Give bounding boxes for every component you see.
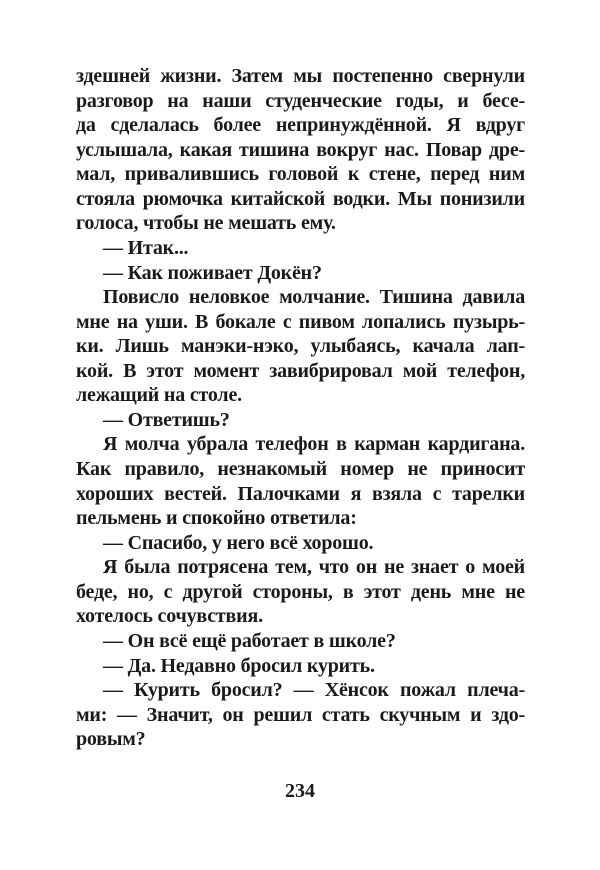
page-number: 234	[285, 780, 315, 802]
text-line: да сделалась более непринуждённой. Я вдруг	[76, 114, 525, 137]
text-line: — Ответишь?	[103, 408, 230, 431]
text-line: — Итак...	[103, 236, 189, 259]
text-line: — Спасибо, у него всё хорошо.	[103, 531, 374, 554]
text-line: — Он всё ещё работает в школе?	[103, 629, 396, 652]
text-line: стояла рюмочка китайской водки. Мы понизили	[76, 187, 525, 210]
text-line: ровым?	[76, 728, 146, 751]
text-line: Повисло неловкое молчание. Тишина давила	[103, 286, 525, 309]
text-line: Как правило, незнакомый номер не приносит	[76, 458, 525, 480]
text-line: — Да. Недавно бросил курить.	[103, 654, 375, 677]
text-line: пельмень и спокойно ответила:	[76, 507, 357, 530]
text-line: кой. В этот момент завибрировал мой телефон,	[76, 359, 525, 382]
text-line: услышала, какая тишина вокруг нас. Повар дре-	[76, 138, 525, 161]
text-line: разговор на наши студенческие годы, и бесе-	[76, 89, 525, 112]
text-line: беде, но, с другой стороны, в этот день мне не	[76, 580, 525, 603]
text-line: ми: — Значит, он решил стать скучным и здо-	[76, 703, 525, 726]
text-line: мал, привалившись головой к стене, перед ним	[76, 163, 525, 186]
text-line: Я была потрясена тем, что он не знает о моей	[103, 556, 525, 579]
text-line: здешней жизни. Затем мы постепенно свернули	[76, 65, 525, 87]
text-line: — Как поживает Докён?	[103, 261, 322, 284]
text-line: голоса, чтобы не мешать ему.	[76, 212, 336, 235]
text-line: лежащий на столе.	[76, 384, 242, 407]
text-line: Я молча убрала телефон в карман кардигана.	[103, 433, 525, 456]
text-line: ки. Лишь манэки-нэко, улыбаясь, качала лап-	[76, 335, 525, 358]
body-text	[76, 64, 525, 752]
text-line: мне на уши. В бокале с пивом лопались пузырь-	[76, 310, 525, 333]
text-line: — Курить бросил? — Хёнсок пожал плеча-	[103, 679, 525, 702]
text-line: хороших вестей. Палочками я взяла с тарелки	[76, 482, 525, 505]
text-line: хотелось сочувствия.	[76, 605, 263, 628]
